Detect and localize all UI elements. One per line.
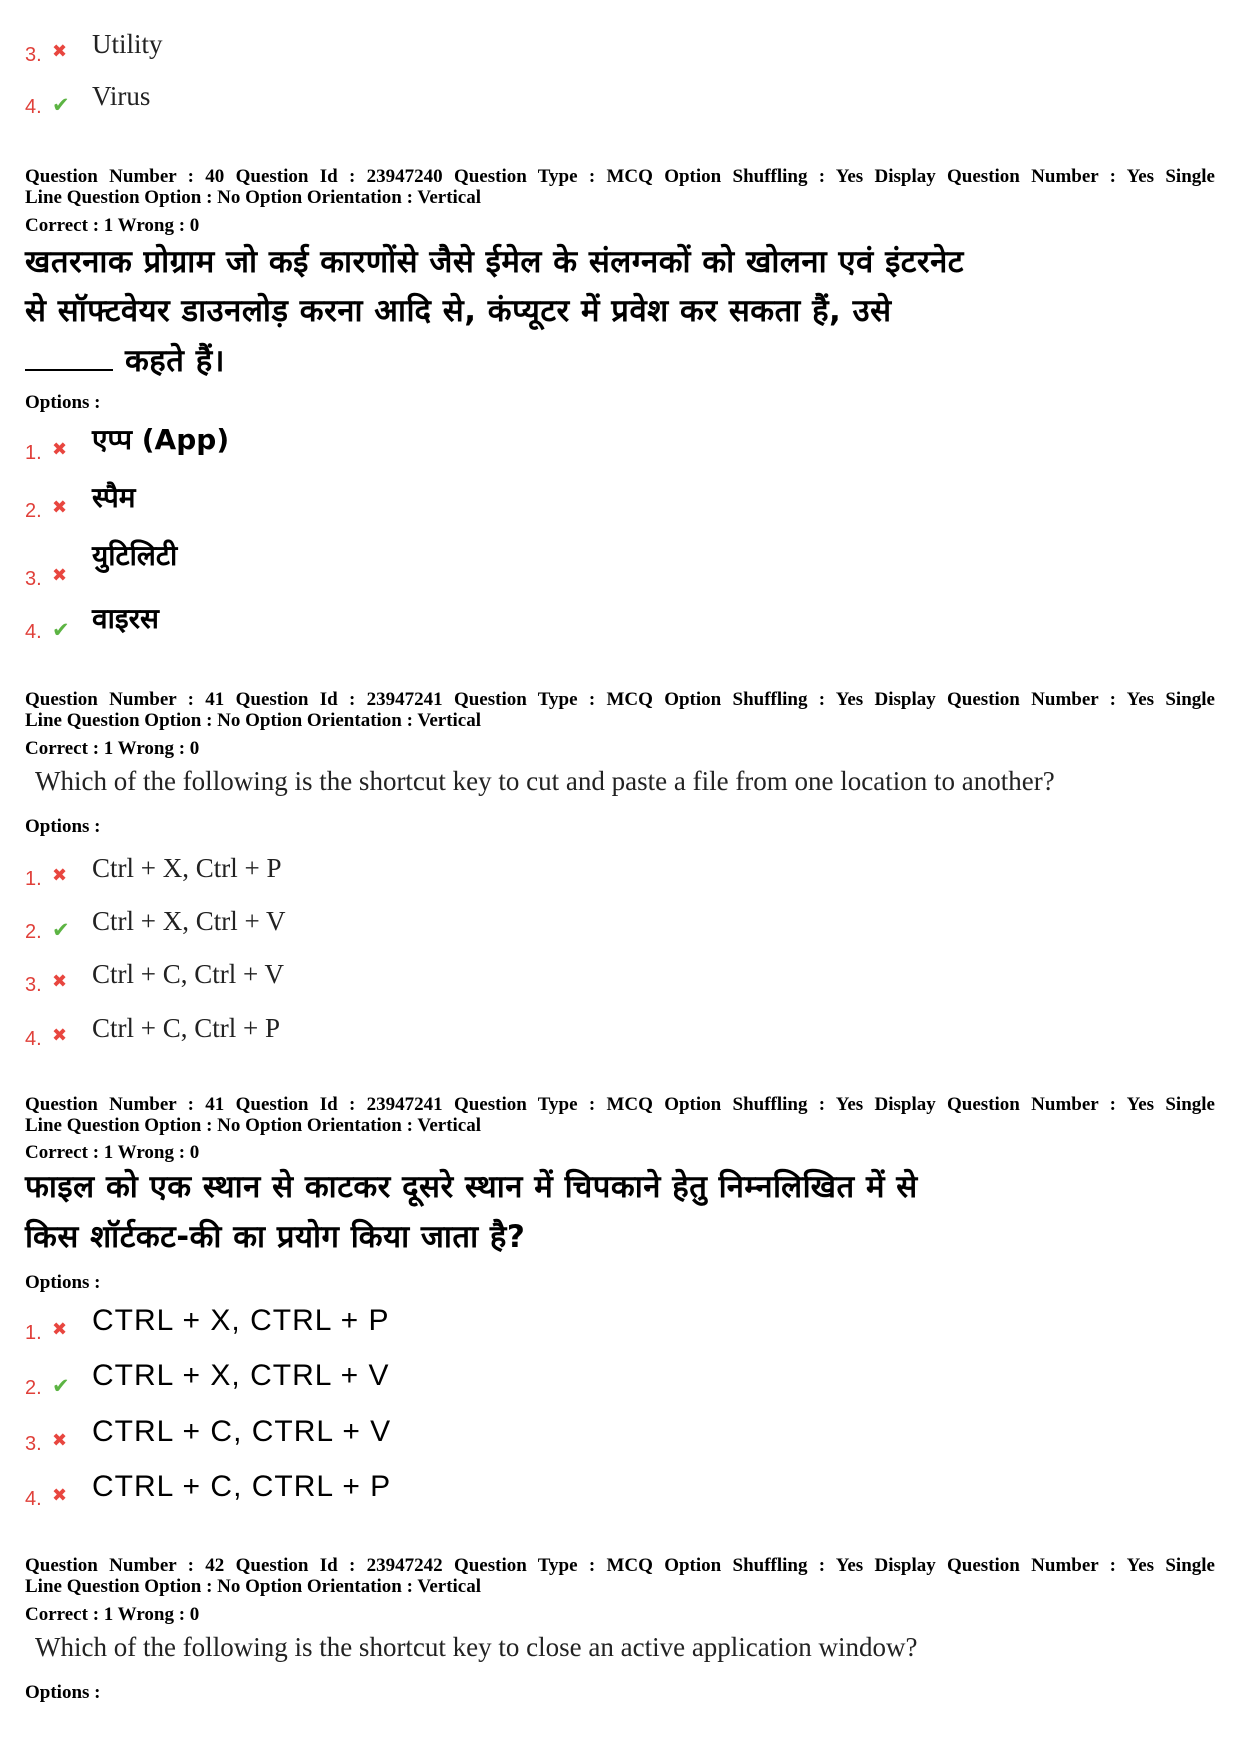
option-item bbox=[0, 591, 900, 643]
option-number: 4. bbox=[25, 96, 42, 118]
question-meta-continued: Line Question Option : No Option Orientation : Vertical bbox=[25, 1576, 482, 1597]
option-item bbox=[0, 891, 900, 943]
option-text: CTRL + X, CTRL + P bbox=[92, 1304, 390, 1337]
option-text: Ctrl + X, Ctrl + V bbox=[92, 906, 286, 936]
question-meta: Question Number : 41 Question Id : 23947241 Question Type : MCQ Option Shuffling : Yes Display Question Number : Yes Single bbox=[25, 1094, 1215, 1115]
check-mark-icon: ✔ bbox=[52, 618, 70, 642]
option-text: Ctrl + X, Ctrl + P bbox=[92, 853, 282, 883]
option-number: 3. bbox=[25, 1433, 42, 1455]
option-number: 1. bbox=[25, 442, 42, 464]
option-text: Ctrl + C, Ctrl + P bbox=[92, 1013, 280, 1043]
correct-wrong-marks: Correct : 1 Wrong : 0 bbox=[25, 738, 200, 759]
option-item bbox=[0, 412, 900, 464]
options-label: Options : bbox=[25, 1682, 101, 1703]
option-item bbox=[0, 470, 900, 522]
option-number: 1. bbox=[25, 1322, 42, 1344]
cross-mark-icon: ✖ bbox=[52, 865, 68, 886]
question-text-line: से सॉफ्टवेयर डाउनलोड़ करना आदि से, कंप्यूटर में प्रवेश कर सकता हैं, उसे bbox=[25, 293, 892, 329]
check-mark-icon: ✔ bbox=[52, 1374, 70, 1398]
option-item bbox=[0, 998, 900, 1050]
option-number: 2. bbox=[25, 921, 42, 943]
option-number: 1. bbox=[25, 868, 42, 890]
option-item bbox=[0, 1403, 900, 1455]
question-text-line: खतरनाक प्रोग्राम जो कई कारणोंसे जैसे ईमेल के संलग्नकों को खोलना एवं इंटरनेट bbox=[25, 244, 964, 280]
option-item bbox=[0, 66, 900, 118]
question-text-line: फाइल को एक स्थान से काटकर दूसरे स्थान में चिपकाने हेतु निम्नलिखित में से bbox=[25, 1169, 918, 1205]
cross-mark-icon: ✖ bbox=[52, 1430, 68, 1451]
option-item bbox=[0, 1347, 900, 1399]
option-number: 3. bbox=[25, 44, 42, 66]
option-text: वाइरस bbox=[92, 602, 159, 635]
question-text: Which of the following is the shortcut key to cut and paste a file from one location to another? bbox=[35, 766, 1055, 796]
option-number: 3. bbox=[25, 974, 42, 996]
option-number: 4. bbox=[25, 1028, 42, 1050]
option-text: Virus bbox=[92, 81, 151, 111]
cross-mark-icon: ✖ bbox=[52, 565, 68, 586]
question-text-line: किस शॉर्टकट-की का प्रयोग किया जाता है? bbox=[25, 1219, 526, 1255]
option-text: CTRL + C, CTRL + P bbox=[92, 1470, 392, 1503]
question-meta-continued: Line Question Option : No Option Orientation : Vertical bbox=[25, 710, 482, 731]
option-item bbox=[0, 1458, 900, 1510]
option-text: स्पैम bbox=[92, 481, 136, 514]
option-number: 2. bbox=[25, 500, 42, 522]
options-label: Options : bbox=[25, 392, 101, 413]
question-meta-continued: Line Question Option : No Option Orientation : Vertical bbox=[25, 187, 482, 208]
option-item bbox=[0, 838, 900, 890]
question-meta: Question Number : 41 Question Id : 23947241 Question Type : MCQ Option Shuffling : Yes Display Question Number : Yes Single bbox=[25, 689, 1215, 710]
correct-wrong-marks: Correct : 1 Wrong : 0 bbox=[25, 1142, 200, 1163]
check-mark-icon: ✔ bbox=[52, 918, 70, 942]
option-text: युटिलिटी bbox=[92, 539, 178, 572]
question-meta: Question Number : 40 Question Id : 23947240 Question Type : MCQ Option Shuffling : Yes Display Question Number : Yes Single bbox=[25, 166, 1215, 187]
option-item bbox=[0, 944, 900, 996]
question-text: Which of the following is the shortcut key to close an active application window? bbox=[35, 1632, 918, 1662]
cross-mark-icon: ✖ bbox=[52, 971, 68, 992]
option-item bbox=[0, 1292, 900, 1344]
question-text-line-with-blank bbox=[25, 337, 225, 385]
option-number: 2. bbox=[25, 1377, 42, 1399]
option-item bbox=[0, 14, 900, 66]
option-number: 4. bbox=[25, 1488, 42, 1510]
correct-wrong-marks: Correct : 1 Wrong : 0 bbox=[25, 1604, 200, 1625]
options-label: Options : bbox=[25, 816, 101, 837]
question-meta-continued: Line Question Option : No Option Orientation : Vertical bbox=[25, 1115, 482, 1136]
option-text: एप्प (App) bbox=[92, 423, 230, 456]
cross-mark-icon: ✖ bbox=[52, 1485, 68, 1506]
option-number: 3. bbox=[25, 568, 42, 590]
option-text: Utility bbox=[92, 29, 163, 59]
option-text: CTRL + X, CTRL + V bbox=[92, 1359, 390, 1392]
cross-mark-icon: ✖ bbox=[52, 497, 68, 518]
question-meta: Question Number : 42 Question Id : 23947242 Question Type : MCQ Option Shuffling : Yes Display Question Number : Yes Single bbox=[25, 1555, 1215, 1576]
cross-mark-icon: ✖ bbox=[52, 1025, 68, 1046]
question-text-tail: कहते हैं। bbox=[125, 343, 225, 379]
cross-mark-icon: ✖ bbox=[52, 439, 68, 460]
option-text: Ctrl + C, Ctrl + V bbox=[92, 959, 284, 989]
option-item bbox=[0, 538, 900, 590]
option-number: 4. bbox=[25, 621, 42, 643]
options-label: Options : bbox=[25, 1272, 101, 1293]
cross-mark-icon: ✖ bbox=[52, 1319, 68, 1340]
cross-mark-icon: ✖ bbox=[52, 41, 68, 62]
option-text: CTRL + C, CTRL + V bbox=[92, 1415, 392, 1448]
check-mark-icon: ✔ bbox=[52, 93, 70, 117]
answer-blank bbox=[25, 369, 113, 371]
correct-wrong-marks: Correct : 1 Wrong : 0 bbox=[25, 215, 200, 236]
